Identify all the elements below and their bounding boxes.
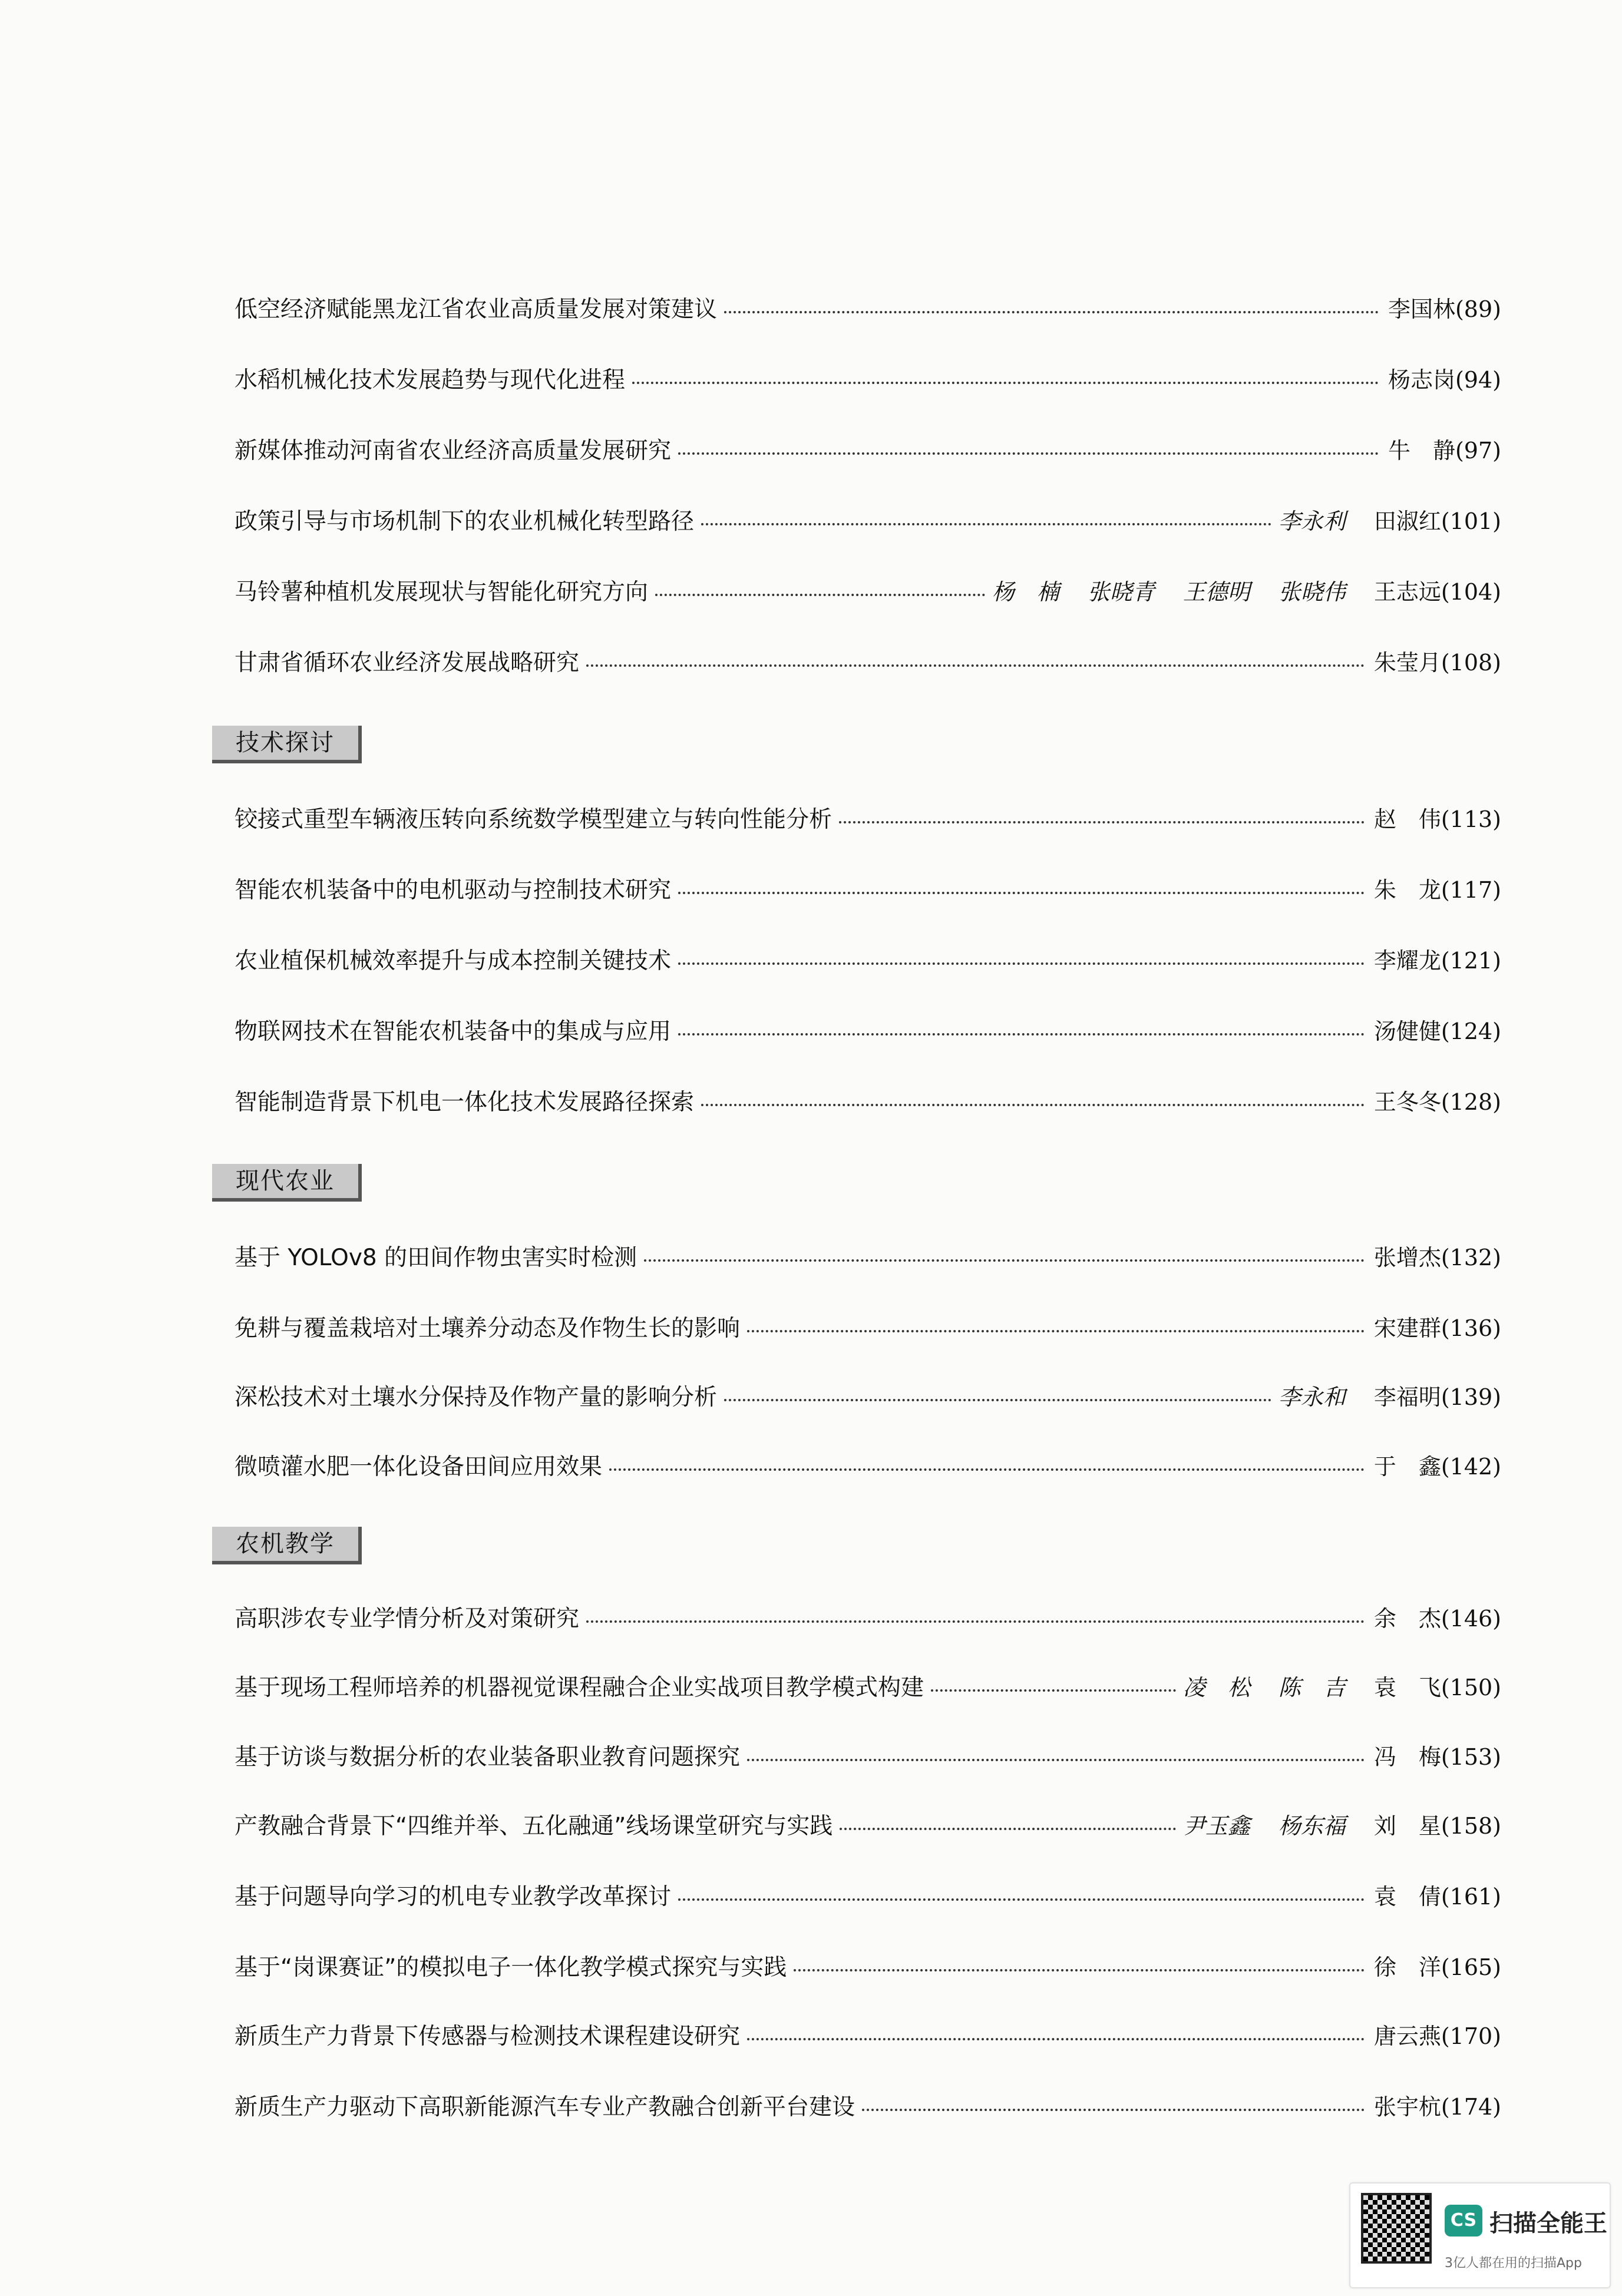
toc-entry[interactable] — [234, 2016, 1501, 2057]
leader-dots — [840, 1825, 1175, 1830]
entry-author-page: 王志远(104) — [1373, 579, 1501, 605]
section-label: 农机教学 — [212, 1527, 362, 1564]
entry-author-page: 田淑红(101) — [1373, 508, 1501, 534]
entry-coauthors — [1183, 1667, 1346, 1708]
coauthor-name: 张晓伟 — [1278, 579, 1346, 605]
entry-author-page: 徐 洋(165) — [1373, 1954, 1501, 1980]
entry-author-page: 王冬冬(128) — [1373, 1089, 1501, 1115]
watermark-slogan: 3亿人都在用的扫描App — [1445, 2256, 1582, 2271]
leader-dots — [701, 1101, 1365, 1106]
toc-entry[interactable] — [234, 1081, 1501, 1123]
leader-dots — [678, 889, 1365, 894]
leader-dots — [724, 309, 1379, 313]
coauthor-name: 陈 吉 — [1278, 1675, 1346, 1701]
entry-author-page: 赵 伟(113) — [1373, 806, 1501, 832]
leader-dots — [747, 2036, 1365, 2040]
leader-dots — [586, 1618, 1365, 1623]
toc-entry[interactable] — [234, 289, 1501, 330]
coauthor-name: 凌 松 — [1182, 1675, 1250, 1701]
entry-author-page: 杨志岗(94) — [1388, 367, 1501, 393]
entry-title: 物联网技术在智能农机装备中的集成与应用 — [234, 1018, 672, 1045]
entry-title: 基于现场工程师培养的机器视觉课程融合企业实战项目教学模式构建 — [234, 1675, 924, 1701]
entry-coauthors — [1279, 1377, 1346, 1418]
toc-entry[interactable] — [234, 1598, 1501, 1639]
toc-entry[interactable] — [234, 1805, 1501, 1847]
entry-title: 基于问题导向学习的机电专业教学改革探讨 — [234, 1884, 672, 1910]
section-label: 现代农业 — [212, 1164, 362, 1202]
coauthor-name: 尹玉鑫 — [1182, 1813, 1250, 1839]
section-label: 技术探讨 — [212, 726, 362, 763]
entry-title: 新媒体推动河南省农业经济高质量发展研究 — [234, 438, 672, 464]
entry-title: 智能制造背景下机电一体化技术发展路径探索 — [234, 1089, 695, 1116]
entry-title: 新质生产力背景下传感器与检测技术课程建设研究 — [234, 2023, 741, 2050]
entry-title: 高职涉农专业学情分析及对策研究 — [234, 1606, 580, 1632]
section-label-box — [212, 726, 362, 763]
entry-title: 免耕与覆盖栽培对土壤养分动态及作物生长的影响 — [234, 1315, 741, 1342]
entry-author-page: 宋建群(136) — [1373, 1315, 1501, 1341]
leader-dots — [724, 1397, 1271, 1401]
leader-dots — [632, 379, 1379, 384]
entry-title: 产教融合背景下“四维并举、五化融通”线场课堂研究与实践 — [234, 1813, 833, 1840]
entry-author-page: 张增杰(132) — [1373, 1245, 1501, 1271]
leader-dots — [747, 1756, 1365, 1761]
scanner-watermark — [1349, 2182, 1611, 2288]
section-header — [234, 1164, 1501, 1199]
entry-author-page: 汤健健(124) — [1373, 1018, 1501, 1044]
entry-author-page: 冯 梅(153) — [1373, 1744, 1501, 1770]
leader-dots — [931, 1687, 1176, 1692]
entry-title: 智能农机装备中的电机驱动与控制技术研究 — [234, 877, 672, 904]
entry-title: 农业植保机械效率提升与成本控制关键技术 — [234, 948, 672, 974]
qr-code-icon — [1363, 2195, 1429, 2261]
entry-author-page: 袁 飞(150) — [1373, 1675, 1501, 1701]
section-header — [234, 1527, 1501, 1562]
entry-title: 基于访谈与数据分析的农业装备职业教育问题探究 — [234, 1744, 741, 1771]
entry-title: 新质生产力驱动下高职新能源汽车专业产教融合创新平台建设 — [234, 2094, 855, 2120]
toc-entry[interactable] — [234, 571, 1501, 613]
entry-title: 微喷灌水肥一体化设备田间应用效果 — [234, 1454, 603, 1480]
leader-dots — [701, 521, 1271, 525]
entry-title: 基于“岗课赛证”的模拟电子一体化教学模式探究与实践 — [234, 1954, 787, 1981]
toc-entry[interactable] — [234, 1011, 1501, 1052]
toc-entry[interactable] — [234, 430, 1501, 471]
toc-entry[interactable] — [234, 869, 1501, 911]
toc-entry[interactable] — [234, 1947, 1501, 1988]
leader-dots — [678, 960, 1365, 965]
leader-dots — [678, 1896, 1365, 1901]
leader-dots — [586, 662, 1365, 667]
toc-entry[interactable] — [234, 799, 1501, 840]
entry-author-page: 朱 龙(117) — [1373, 877, 1501, 903]
entry-title: 铰接式重型车辆液压转向系统数学模型建立与转向性能分析 — [234, 806, 833, 833]
leader-dots — [862, 2106, 1365, 2111]
entry-title: 低空经济赋能黑龙江省农业高质量发展对策建议 — [234, 296, 718, 323]
toc-entry[interactable] — [234, 1736, 1501, 1778]
entry-author-page: 余 杰(146) — [1373, 1606, 1501, 1632]
entry-title: 深松技术对土壤水分保持及作物产量的影响分析 — [234, 1384, 718, 1411]
watermark-brand: 扫描全能王 — [1489, 2210, 1607, 2237]
entry-author-page: 牛 静(97) — [1388, 438, 1501, 464]
toc-entry[interactable] — [234, 940, 1501, 981]
toc-entry[interactable] — [234, 1667, 1501, 1708]
section-label-box — [212, 1527, 362, 1564]
toc-entry[interactable] — [234, 1446, 1501, 1487]
toc-entry[interactable] — [234, 1876, 1501, 1917]
coauthor-name: 李永利 — [1278, 508, 1346, 534]
leader-dots — [644, 1257, 1365, 1262]
section-header — [234, 726, 1501, 761]
leader-dots — [609, 1466, 1365, 1471]
entry-title: 马铃薯种植机发展现状与智能化研究方向 — [234, 579, 649, 606]
entry-author-page: 袁 倩(161) — [1373, 1884, 1501, 1910]
leader-dots — [794, 1967, 1364, 1971]
toc-entry[interactable] — [234, 1308, 1501, 1349]
entry-author-page: 张宇杭(174) — [1373, 2094, 1501, 2120]
toc-entry[interactable] — [234, 1377, 1501, 1418]
entry-author-page: 李耀龙(121) — [1373, 948, 1501, 974]
coauthor-name: 张晓青 — [1087, 579, 1155, 605]
toc-entry[interactable] — [234, 642, 1501, 683]
section-label-box — [212, 1164, 362, 1202]
leader-dots — [655, 591, 985, 596]
entry-coauthors — [1183, 1805, 1346, 1847]
entry-title: 水稻机械化技术发展趋势与现代化进程 — [234, 367, 626, 393]
entry-author-page: 朱莹月(108) — [1373, 650, 1501, 676]
entry-coauthors — [1279, 501, 1346, 542]
coauthor-name: 杨东福 — [1278, 1813, 1346, 1839]
leader-dots — [747, 1328, 1365, 1332]
entry-author-page: 李国林(89) — [1388, 296, 1501, 322]
coauthor-name: 杨 楠 — [992, 579, 1059, 605]
coauthor-name: 李永和 — [1278, 1384, 1346, 1410]
toc-entry[interactable] — [234, 359, 1501, 401]
entry-coauthors — [992, 571, 1346, 613]
entry-author-page: 李福明(139) — [1373, 1384, 1501, 1410]
entry-title: 政策引导与市场机制下的农业机械化转型路径 — [234, 508, 695, 535]
camscanner-logo-icon: CS — [1445, 2205, 1482, 2237]
toc-entry[interactable] — [234, 1237, 1501, 1278]
coauthor-name: 王德明 — [1182, 579, 1250, 605]
toc-entry[interactable] — [234, 2086, 1501, 2128]
entry-author-page: 唐云燕(170) — [1373, 2023, 1501, 2049]
entry-title: 基于 YOLOv8 的田间作物虫害实时检测 — [234, 1245, 637, 1271]
entry-title: 甘肃省循环农业经济发展战略研究 — [234, 650, 580, 676]
leader-dots — [678, 1031, 1365, 1035]
entry-author-page: 刘 星(158) — [1373, 1813, 1501, 1839]
leader-dots — [839, 819, 1365, 823]
leader-dots — [678, 450, 1379, 455]
toc-entry[interactable] — [234, 501, 1501, 542]
entry-author-page: 于 鑫(142) — [1373, 1454, 1501, 1480]
